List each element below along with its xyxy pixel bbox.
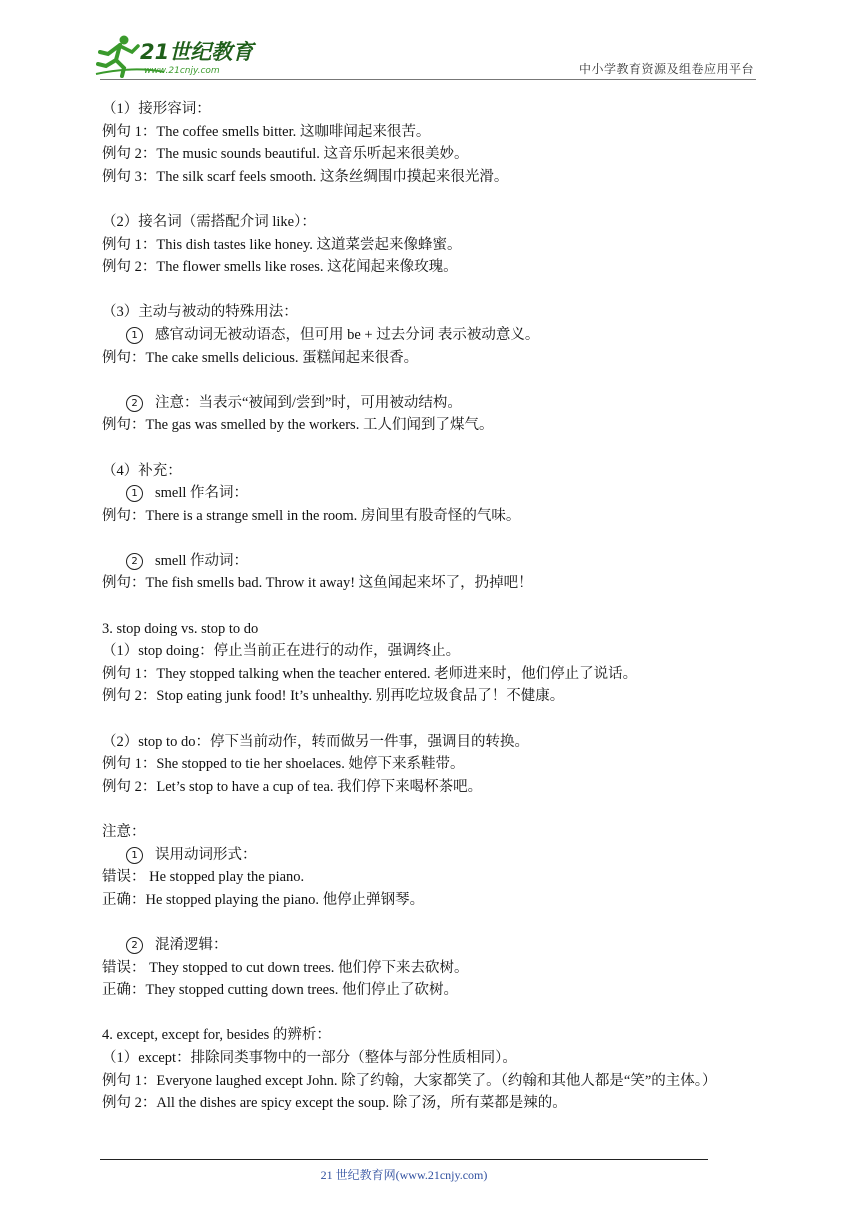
text-line (102, 211, 762, 234)
text-line (102, 979, 762, 1002)
blank-line (102, 911, 762, 934)
circled-number: 2 (126, 395, 143, 412)
numbered-point (102, 934, 762, 957)
line-text: 感官动词无被动语态，但可用 be + 过去分词 表示被动意义。 (155, 326, 540, 343)
line-text: 注意：当表示“被闻到/尝到”时，可用被动结构。 (155, 394, 462, 411)
line-text: 例句：The cake smells delicious. 蛋糕闻起来很香。 (102, 349, 419, 366)
text-line (102, 957, 762, 980)
blank-line (102, 708, 762, 731)
document-body (102, 98, 762, 1115)
text-line (102, 1047, 762, 1070)
site-logo (94, 32, 264, 78)
blank-line (102, 798, 762, 821)
circled-number: 1 (126, 847, 143, 864)
line-text: 混淆逻辑： (155, 936, 228, 953)
text-line (102, 731, 762, 754)
text-line (102, 618, 762, 641)
line-text: 例句 2：Stop eating junk food! It’s unhealthy. 别再吃垃圾食品了！不健康。 (102, 688, 565, 705)
text-line (102, 347, 762, 370)
line-text: （1）接形容词： (102, 101, 211, 117)
text-line (102, 753, 762, 776)
text-line (102, 121, 762, 144)
blank-line (102, 279, 762, 302)
line-text: （4）补充： (102, 462, 182, 479)
text-line (102, 572, 762, 595)
line-text: 正确：They stopped cutting down trees. 他们停止了砍树。 (102, 982, 459, 999)
line-text: 3. stop doing vs. stop to do (102, 620, 259, 637)
footer-divider (100, 1159, 708, 1160)
text-line (102, 889, 762, 912)
blank-line (102, 527, 762, 550)
circled-number: 2 (126, 553, 143, 570)
text-line (102, 256, 762, 279)
line-text: （1）except：排除同类事物中的一部分（整体与部分性质相同）。 (102, 1049, 517, 1066)
line-text: 例句 3：The silk scarf feels smooth. 这条丝绸围巾摸起来很光滑。 (102, 168, 509, 185)
line-text: 例句 2：Let’s stop to have a cup of tea. 我们停下来喝杯茶吧。 (102, 778, 483, 795)
blank-line (102, 369, 762, 392)
numbered-point (102, 550, 762, 573)
blank-line (102, 595, 762, 618)
line-text: （2）接名词（需搭配介词 like）： (102, 213, 316, 230)
blank-line (102, 188, 762, 211)
numbered-point (102, 324, 762, 347)
blank-line (102, 437, 762, 460)
line-text: smell 作动词： (155, 552, 249, 569)
line-text: 例句：There is a strange smell in the room. 房间里有股奇怪的气味。 (102, 507, 521, 524)
logo-main-text: 21世纪教育 (140, 40, 254, 64)
circled-number: 2 (126, 937, 143, 954)
line-text: 例句 1：This dish tastes like honey. 这道菜尝起来像蜂蜜。 (102, 236, 462, 253)
text-line (102, 166, 762, 189)
circled-number: 1 (126, 485, 143, 502)
line-text: （1）stop doing：停止当前正在进行的动作，强调终止。 (102, 643, 461, 660)
text-line (102, 414, 762, 437)
numbered-point (102, 482, 762, 505)
line-text: 注意： (102, 824, 146, 840)
line-text: 正确：He stopped playing the piano. 他停止弹钢琴。 (102, 891, 425, 908)
line-text: （2）stop to do：停下当前动作，转而做另一件事，强调目的转换。 (102, 733, 529, 750)
text-line (102, 640, 762, 663)
text-line (102, 98, 762, 121)
line-text: 例句 2：The music sounds beautiful. 这音乐听起来很美妙。 (102, 146, 469, 163)
text-line (102, 1024, 762, 1047)
text-line (102, 460, 762, 483)
circled-number: 1 (126, 327, 143, 344)
line-text: （3）主动与被动的特殊用法： (102, 304, 298, 321)
line-text: smell 作名词： (155, 485, 249, 502)
text-line (102, 505, 762, 528)
numbered-point (102, 844, 762, 867)
line-text: 例句 1：They stopped talking when the teacher entered. 老师进来时，他们停止了说话。 (102, 665, 638, 682)
footer-text: 21 世纪教育网(www.21cnjy.com) (320, 1168, 488, 1182)
text-line (102, 143, 762, 166)
line-text: 例句 1：Everyone laughed except John. 除了约翰，大家都笑了。（约翰和其他人都是“笑”的主体。） (102, 1072, 717, 1089)
line-text: 例句 1：The coffee smells bitter. 这咖啡闻起来很苦。 (102, 123, 431, 140)
text-line (102, 301, 762, 324)
line-text: 例句：The fish smells bad. Throw it away! 这鱼闻起来坏了，扔掉吧！ (102, 575, 533, 592)
text-line (102, 866, 762, 889)
text-line (102, 685, 762, 708)
header-divider (100, 79, 756, 80)
text-line (102, 821, 762, 844)
line-text: 例句：The gas was smelled by the workers. 工人们闻到了煤气。 (102, 417, 494, 434)
line-text: 错误： He stopped play the piano. (102, 869, 305, 886)
line-text: 例句 1：She stopped to tie her shoelaces. 她停下来系鞋带。 (102, 756, 465, 773)
page-header (0, 0, 860, 86)
line-text: 误用动词形式： (155, 846, 257, 863)
text-line (102, 1092, 762, 1115)
line-text: 例句 2：All the dishes are spicy except the soup. 除了汤，所有菜都是辣的。 (102, 1095, 567, 1112)
blank-line (102, 1002, 762, 1025)
line-text: 4. except, except for, besides 的辨析： (102, 1027, 331, 1044)
text-line (102, 776, 762, 799)
logo-url-text: www.21cnjy.com (144, 66, 220, 76)
text-line (102, 234, 762, 257)
text-line (102, 663, 762, 686)
platform-name: 中小学教育资源及组卷应用平台 (578, 62, 754, 76)
text-line (102, 1070, 762, 1093)
line-text: 错误： They stopped to cut down trees. 他们停下来去砍树。 (102, 959, 469, 976)
line-text: 例句 2：The flower smells like roses. 这花闻起来像玫瑰。 (102, 259, 458, 276)
numbered-point (102, 392, 762, 415)
